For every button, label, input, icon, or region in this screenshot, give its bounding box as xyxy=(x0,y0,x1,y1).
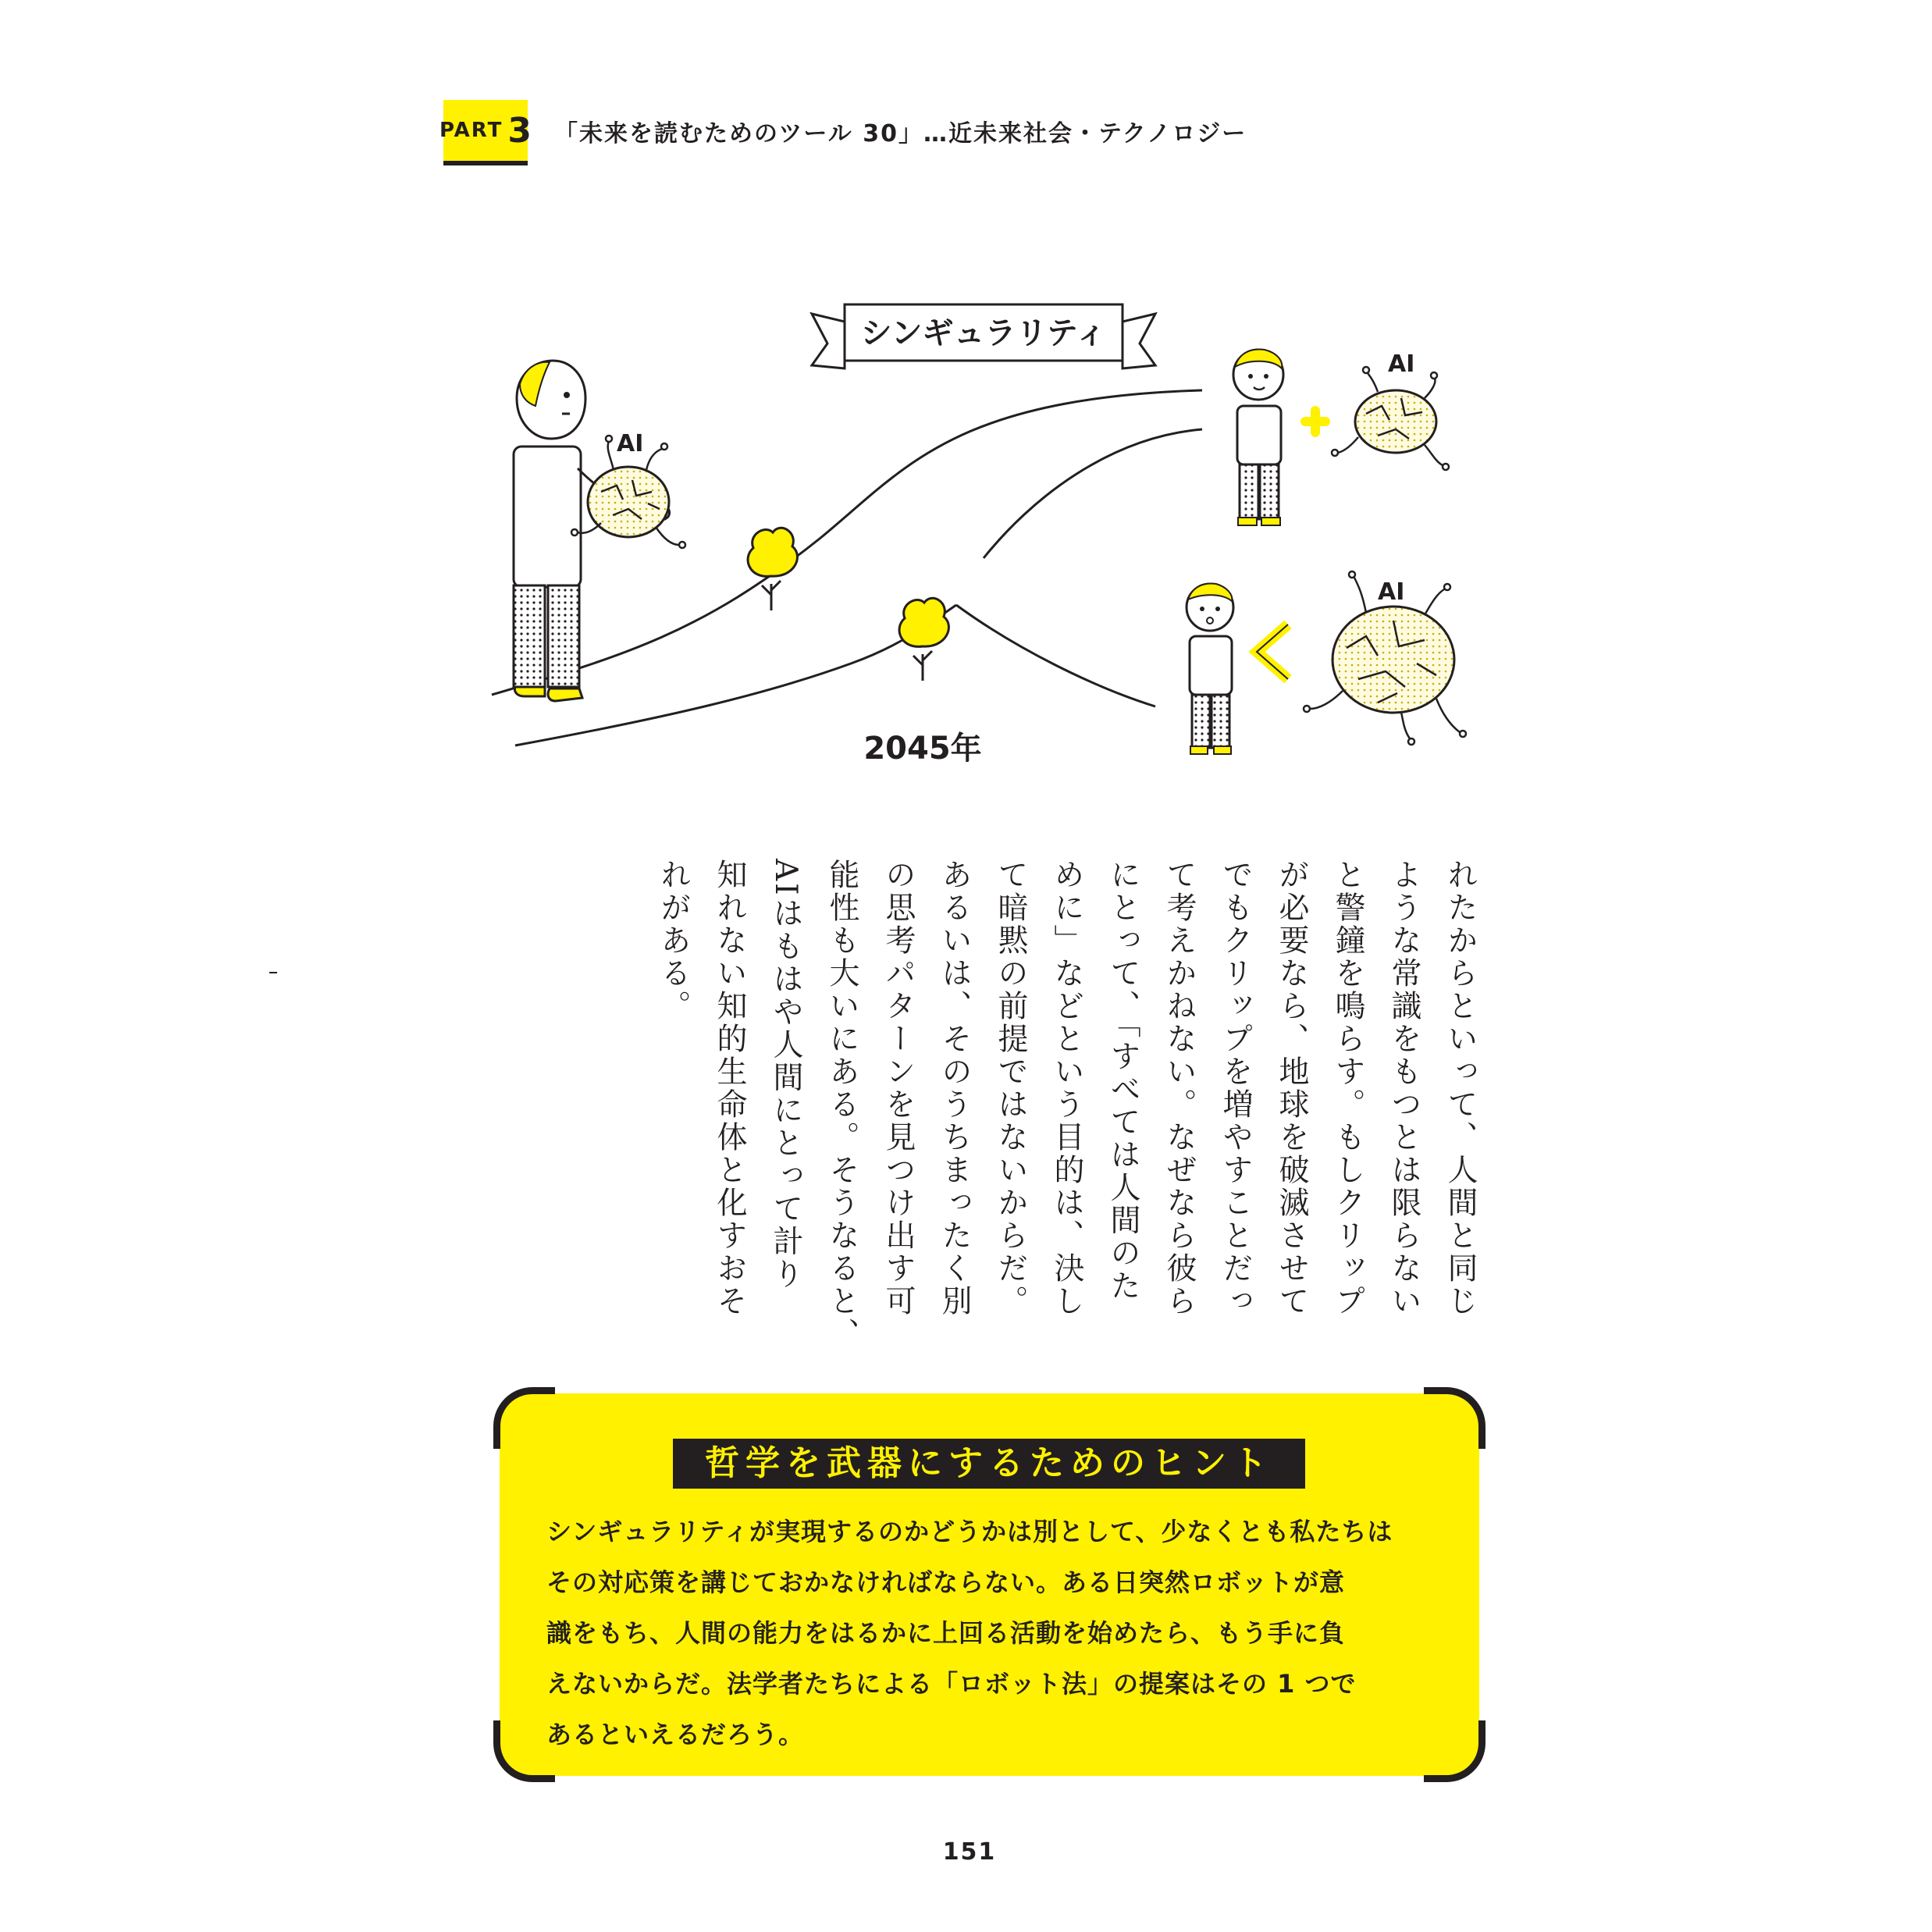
text-column: て暗黙の前提ではないからだ。 xyxy=(993,859,1028,1318)
ai-label: AI xyxy=(617,430,644,457)
part-number: 3 xyxy=(507,110,532,151)
text-column: ような常識をもつとは限らない xyxy=(1386,859,1421,1318)
part-badge xyxy=(439,100,532,165)
hint-body xyxy=(546,1507,1444,1760)
banner-text: シンギュラリティ xyxy=(860,315,1107,351)
text-column: れがある。 xyxy=(656,859,691,1023)
person-icon xyxy=(1187,584,1233,754)
bracket-corner-icon xyxy=(1424,1387,1485,1449)
text-column: と警鐘を鳴らす。もしクリップ xyxy=(1330,859,1365,1318)
brain-icon xyxy=(571,430,685,548)
hint-line: シンギュラリティが実現するのかどうかは別として、少なくとも私たちは xyxy=(546,1517,1393,1546)
singularity-illustration xyxy=(468,281,1483,781)
banner-ribbon-icon xyxy=(812,304,1155,368)
hint-line: その対応策を講じておかなければならない。ある日突然ロボットが意 xyxy=(546,1567,1346,1597)
text-column: にとって、「すべては人間のた xyxy=(1105,859,1140,1303)
text-column: の思考パターンを見つけ出す可 xyxy=(881,859,916,1318)
hint-title: 哲学を武器にするためのヒント xyxy=(673,1439,1305,1489)
text-column: めに」などという目的は、決し xyxy=(1049,859,1084,1318)
text-column: あるいは、そのうちまったく別 xyxy=(937,859,972,1318)
text-column: て考えかねない。なぜなら彼ら xyxy=(1162,859,1197,1318)
ai-label: AI xyxy=(1388,350,1415,378)
hint-line: あるといえるだろう。 xyxy=(546,1720,805,1749)
text-column: れたからといって、人間と同じ xyxy=(1443,859,1478,1318)
tree-icon xyxy=(748,528,797,610)
text-column: が必要なら、地球を破滅させて xyxy=(1274,859,1309,1318)
text-column: 知れない知的生命体と化すおそ xyxy=(712,859,747,1318)
plus-icon xyxy=(1305,411,1325,432)
hint-box xyxy=(500,1393,1479,1776)
brain-icon xyxy=(1304,571,1466,745)
margin-mark xyxy=(269,972,277,973)
part-label: PART xyxy=(439,119,503,142)
page-number: 151 xyxy=(942,1838,997,1866)
hint-line: 識をもち、人間の能力をはるかに上回る活動を始めたら、もう手に負 xyxy=(546,1618,1346,1648)
less-than-icon xyxy=(1257,624,1288,679)
bracket-corner-icon xyxy=(493,1387,555,1449)
tree-icon xyxy=(899,598,948,681)
year-label: 2045年 xyxy=(863,731,982,767)
text-column: AIはもはや人間にとって計り xyxy=(768,859,803,1291)
text-column: 能性も大いにある。そうなると、 xyxy=(824,859,859,1350)
person-icon xyxy=(1233,350,1283,525)
ai-label: AI xyxy=(1378,578,1405,606)
chapter-title: 「未来を読むためのツール 30」…近未来社会・テクノロジー xyxy=(554,120,1247,148)
brain-icon xyxy=(1332,350,1449,470)
text-column: でもクリップを増やすことだっ xyxy=(1218,859,1253,1318)
vertical-body-text xyxy=(640,859,1483,1350)
road-fork-icon xyxy=(492,390,1202,745)
hint-line: えないからだ。法学者たちによる「ロボット法」の提案はその 1 つで xyxy=(546,1669,1357,1699)
page-header xyxy=(437,100,1247,170)
